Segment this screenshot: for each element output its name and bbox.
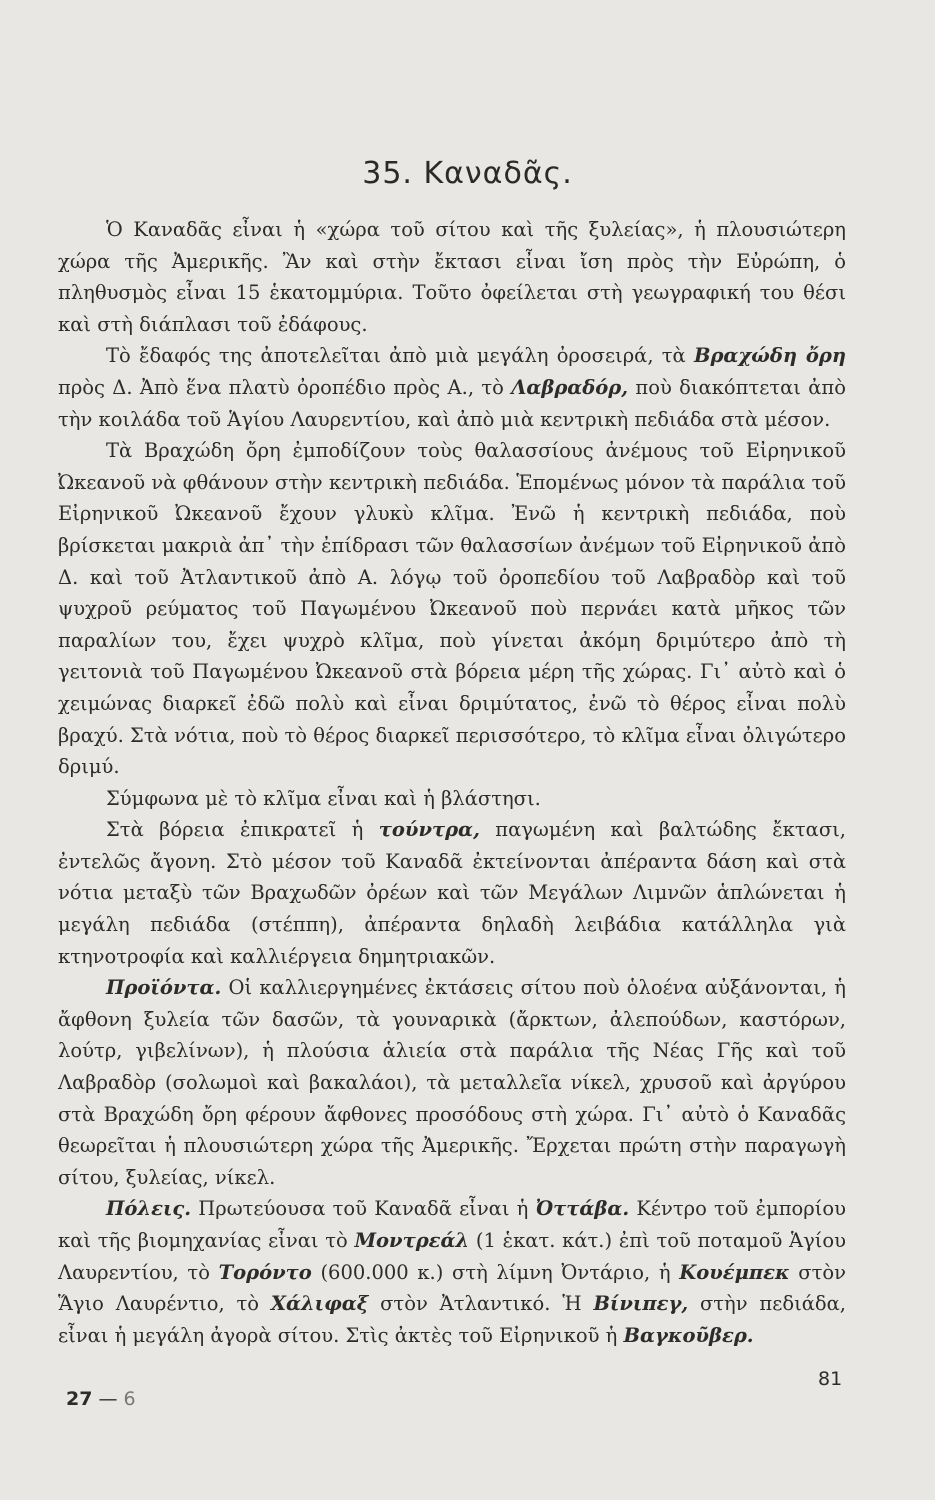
paragraph-tundra: Στὰ βόρεια ἐπικρατεῖ ἡ τούντρα, παγωμένη καὶ βαλτώδης ἔκτασι, ἐντελῶς ἄγονη. Στὸ μέσον τοῦ Καναδᾶ ἐκτείνονται ἀπέραντα δάση καὶ στὰ νότια μεταξὺ τῶν Βραχωδῶν ὀρέων καὶ τῶν Μεγάλων Λιμνῶν ἁπλώνεται ἡ μεγάλη πεδιάδα (στέππη), ἀπέραντα δηλαδὴ λειβάδια κατάλληλα γιὰ κτηνοτροφία καὶ καλλιέργεια δημητριακῶν. (58, 818, 846, 968)
city-halifax: Χάλιφαξ (270, 1292, 369, 1316)
heading-cities: Πόλεις. (106, 1197, 192, 1221)
city-quebec: Κουέμπεκ (679, 1260, 790, 1284)
city-ottawa: Ὀττάβα. (535, 1197, 630, 1221)
term-rocky-mountains: Βραχώδη ὄρη (693, 344, 847, 368)
city-winnipeg: Βίνιπεγ, (593, 1292, 689, 1316)
paragraph-products: Προϊόντα. Οἱ καλλιεργημένες ἐκτάσεις σίτου ποὺ ὁλοένα αὐξάνονται, ἡ ἄφθονη ξυλεία τῶν δασῶν, τὰ γουναρικὰ (ἄρκτων, ἀλεπούδων, καστόρων, λούτρ, γιβελίνων), ἡ πλούσια ἁλιεία στὰ παράλια τῆς Νέας Γῆς καὶ τοῦ Λαβραδὸρ (σολωμοὶ καὶ βακαλάοι), τὰ μεταλλεῖα νίκελ, χρυσοῦ καὶ ἀργύρου στὰ Βραχώδη ὄρη φέρουν ἄφθονες προσόδους στὴ χώρα. Γι᾿ αὐτὸ ὁ Καναδᾶς θεωρεῖται ἡ πλουσιώτερη χώρα τῆς Ἀμερικῆς. Ἔρχεται πρώτη στὴν παραγωγὴ σίτου, ξυλείας, νίκελ. (58, 976, 846, 1189)
paragraph-vegetation: Σύμφωνα μὲ τὸ κλῖμα εἶναι καὶ ἡ βλάστησι. (106, 786, 541, 810)
city-montreal: Μοντρεάλ (354, 1229, 470, 1252)
term-labrador: Λαβραδόρ, (511, 375, 629, 399)
term-tundra: τούντρα, (378, 818, 480, 842)
paragraph-terrain: Τὸ ἔδαφός της ἀποτελεῖται ἀπὸ μιὰ μεγάλη ὀροσειρά, τὰ Βραχώδη ὄρη πρὸς Δ. Ἀπὸ ἕνα πλατὺ ὀροπέδιο πρὸς Α., τὸ Λαβραδόρ, ποὺ διακόπτεται ἀπὸ τὴν κοιλάδα τοῦ Ἁγίου Λαυρεντίου, καὶ ἀπὸ μιὰ κεντρικὴ πεδιάδα στὰ μέσον. (58, 344, 847, 431)
paragraph-intro: Ὁ Καναδᾶς εἶναι ἡ «χώρα τοῦ σίτου καὶ τῆς ξυλείας», ἡ πλουσιώτερη χώρα τῆς Ἀμερικῆς. Ἂν καὶ στὴν ἔκτασι εἶναι ἴση πρὸς τὴν Εὐρώπη, ὁ πληθυσμὸς εἶναι 15 ἑκατομμύρια. Τοῦτο ὀφείλεται στὴ γεωγραφική του θέσι καὶ στὴ διάπλασι τοῦ ἐδάφους. (58, 218, 846, 336)
chapter-title: 35. Καναδᾶς. (362, 156, 573, 191)
body-text (58, 214, 846, 1351)
printer-signature: 27 — 6 (66, 1388, 136, 1410)
paragraph-climate: Τὰ Βραχώδη ὄρη ἐμποδίζουν τοὺς θαλασσίους ἀνέμους τοῦ Εἰρηνικοῦ Ὠκεανοῦ νὰ φθάνουν στὴν κεντρικὴ πεδιάδα. Ἑπομένως μόνον τὰ παράλια τοῦ Εἰρηνικοῦ Ὠκεανοῦ ἔχουν γλυκὺ κλῖμα. Ἐνῶ ἡ κεντρικὴ πεδιάδα, ποὺ βρίσκεται μακριὰ ἀπ᾿ τὴν ἐπίδρασι τῶν θαλασσίων ἀνέμων τοῦ Εἰρηνικοῦ ἀπὸ Δ. καὶ τοῦ Ἀτλαντικοῦ ἀπὸ Α. λόγῳ τοῦ ὀροπεδίου τοῦ Λαβραδὸρ καὶ τοῦ ψυχροῦ ρεύματος τοῦ Παγωμένου Ὠκεανοῦ ποὺ περνάει κατὰ μῆκος τῶν παραλίων του, ἔχει ψυχρὸ κλῖμα, ποὺ γίνεται ἀκόμη δριμύτερο ἀπὸ τὴ γειτονιὰ τοῦ Παγωμένου Ὠκεανοῦ στὰ βόρεια μέρη τῆς χώρας. Γι᾿ αὐτὸ καὶ ὁ χειμώνας διαρκεῖ ἐδῶ πολὺ καὶ εἶναι δριμύτατος, ἐνῶ τὸ θέρος εἶναι πολὺ βραχύ. Στὰ νότια, ποὺ τὸ θέρος διαρκεῖ περισσότερο, τὸ κλῖμα εἶναι ὀλιγώτερο δριμύ. (58, 439, 846, 779)
heading-products: Προϊόντα. (106, 976, 222, 1000)
page-number: 81 (818, 1368, 843, 1390)
city-vancouver: Βαγκοῦβερ. (623, 1323, 754, 1347)
city-toronto: Τορόντο (218, 1260, 312, 1284)
paragraph-cities: Πόλεις. Πρωτεύουσα τοῦ Καναδᾶ εἶναι ἡ Ὀττάβα. Κέντρο τοῦ ἐμπορίου καὶ τῆς βιομηχανίας εἶναι τὸ Μοντρεάλ (1 ἑκατ. κάτ.) ἐπὶ τοῦ ποταμοῦ Ἁγίου Λαυρεντίου, τὸ Τορόντο (600.000 κ.) στὴ λίμνη Ὀντάριο, ἡ Κουέμπεκ στὸν Ἅγιο Λαυρέντιο, τὸ Χάλιφαξ στὸν Ἀτλαντικό. Ἡ Βίνιπεγ, στὴν πεδιάδα, εἶναι ἡ μεγάλη ἀγορὰ σίτου. Στὶς ἀκτὲς τοῦ Εἰρηνικοῦ ἡ Βαγκοῦβερ. (58, 1197, 847, 1347)
